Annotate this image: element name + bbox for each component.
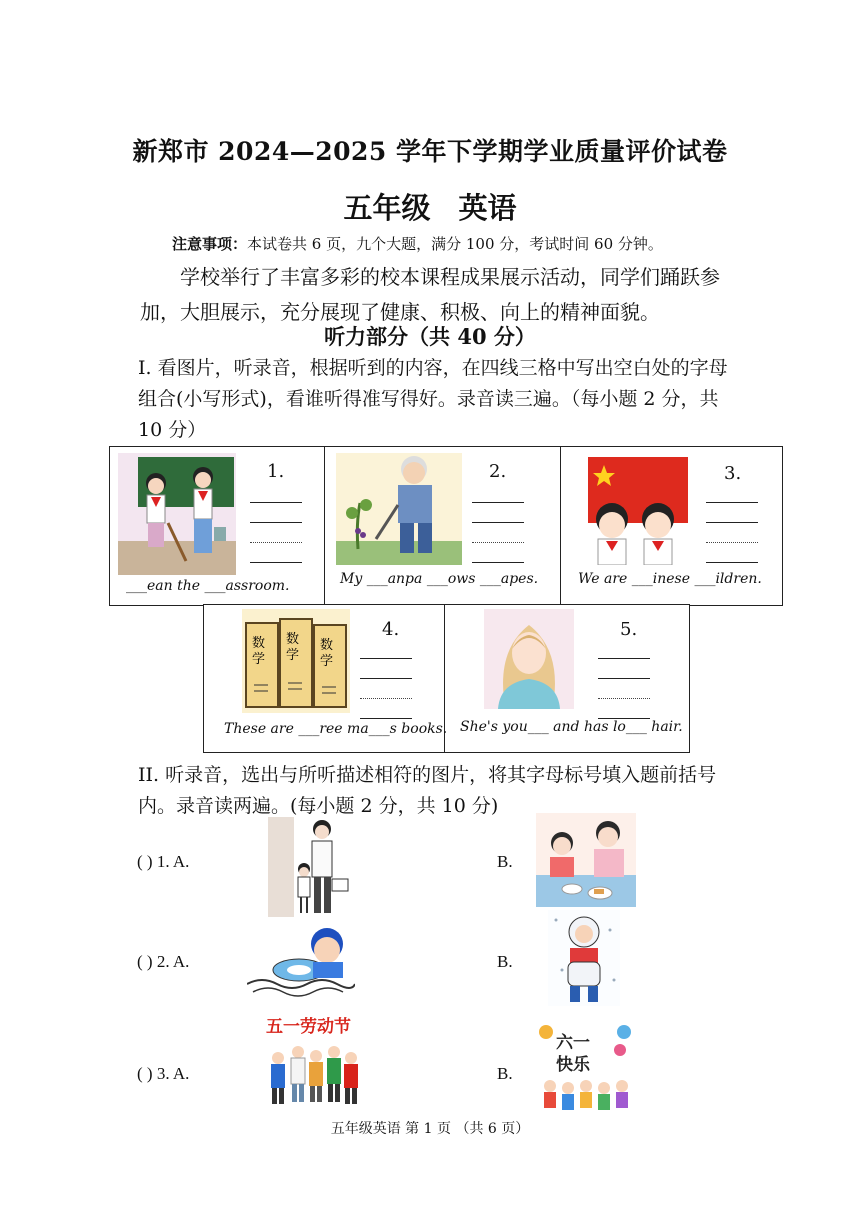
notice-label: 注意事项： (172, 235, 248, 253)
part1-instruction: I. 看图片，听录音，根据听到的内容，在四线三格中写出空白处的字母组合(小写形式)，看谁听得准写得好。录音读三遍。（每小题 2 分，共 10 分） (138, 357, 728, 441)
four-line-grid[interactable] (472, 483, 524, 563)
item-sentence: She's you___ and has lo___ hair. (460, 719, 683, 735)
part2-q1-b-label: B. (497, 852, 513, 871)
part2-instruction: II. 听录音，选出与所听描述相符的图片，将其字母标号填入题前括号内。录音读两遍。(每小题 2 分，共 10 分) (138, 764, 717, 817)
three-math-books-image (242, 609, 350, 713)
part1-item-3 (560, 447, 782, 605)
child-in-snow-image (548, 910, 620, 1006)
part2-q1-label: ( ) 1. A. (137, 852, 190, 871)
part2-q2-label: ( ) 2. A. (137, 952, 190, 971)
grade-label: 五年级 (343, 191, 431, 225)
part1-item-2 (324, 447, 561, 605)
svg-text:学: 学 (320, 654, 334, 669)
four-line-grid[interactable] (598, 639, 650, 719)
part1-item-1 (110, 447, 325, 605)
mother-child-shopping-image (268, 817, 356, 917)
workers-day-image (264, 1012, 360, 1110)
item-number: 3. (724, 463, 742, 484)
item-number: 2. (489, 461, 507, 482)
subject-label: 英语 (458, 191, 517, 225)
part1-row1 (109, 446, 783, 606)
intro-paragraph: 学校举行了丰富多彩的校本课程成果展示活动，同学们踊跃参加，大胆展示，充分展现了健康、积极、向上的精神面貌。 (140, 265, 720, 324)
item-sentence: We are ___inese ___ildren. (578, 571, 762, 587)
family-eating-image (536, 813, 636, 907)
svg-text:数: 数 (252, 636, 266, 651)
svg-text:学: 学 (252, 652, 266, 667)
childrens-day-caption-1: 六一 (556, 1033, 590, 1053)
four-line-grid[interactable] (360, 639, 412, 719)
four-line-grid[interactable] (706, 483, 758, 563)
part1-row2 (203, 604, 690, 753)
item-sentence: My ___anpa ___ows ___apes. (340, 571, 539, 587)
four-line-grid[interactable] (250, 483, 302, 563)
exam-subtitle (0, 186, 860, 227)
workers-day-caption: 五一劳动节 (266, 1017, 351, 1037)
item-number: 5. (620, 619, 638, 640)
young-woman-image (484, 609, 574, 709)
svg-text:数: 数 (320, 638, 334, 653)
boy-swimming-image (247, 922, 355, 998)
part2-q2-b-label: B. (497, 952, 513, 971)
classroom-cleaning-image (118, 453, 236, 575)
part1-item-4 (204, 605, 448, 752)
svg-text:数: 数 (286, 632, 300, 647)
childrens-day-image (536, 1020, 634, 1118)
listening-heading: 听力部分（共 40 分） (324, 324, 536, 349)
childrens-day-caption-2: 快乐 (556, 1055, 590, 1075)
exam-title: 新郑市 2024—2025 学年下学期学业质量评价试卷 (132, 137, 728, 166)
notice-text: 本试卷共 6 页，九个大题，满分 100 分，考试时间 60 分钟。 (247, 235, 663, 253)
svg-text:学: 学 (286, 648, 300, 663)
item-sentence: These are ___ree ma___s books. (224, 721, 448, 737)
part1-item-5 (444, 605, 689, 752)
page-footer: 五年级英语 第 1 页 （共 6 页） (330, 1121, 530, 1137)
notice (172, 233, 663, 254)
chinese-children-flag-image (582, 453, 694, 565)
item-sentence: ___ean the ___assroom. (126, 578, 290, 594)
item-number: 1. (267, 461, 285, 482)
part2-q3-b-label: B. (497, 1064, 513, 1083)
part2-q3-label: ( ) 3. A. (137, 1064, 190, 1083)
item-number: 4. (382, 619, 400, 640)
grandpa-planting-image (336, 453, 462, 565)
